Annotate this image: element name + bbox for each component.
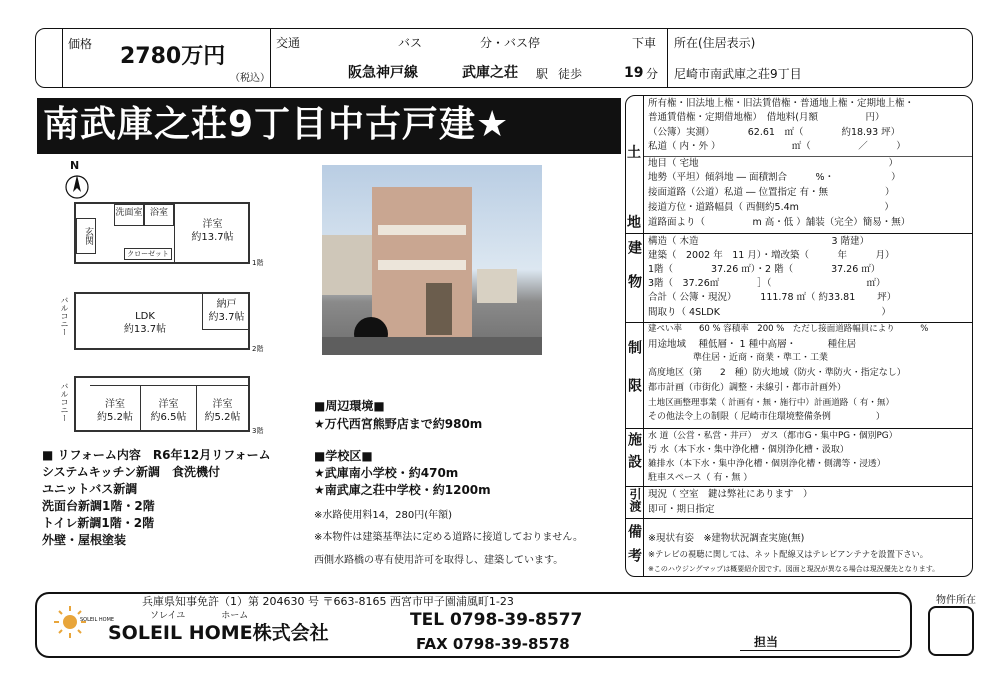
floor3-label: 3階	[252, 427, 264, 435]
reform-list: ■ リフォーム内容 R6年12月リフォーム システムキッチン新調 食洗機付 ユニットバス新調 洗面台新調1階・2階 トイレ新調1階・2階 外壁・屋根塗装	[42, 448, 271, 547]
restrict-row: 都市計画（市街化）調整・未線引・都市計画外）	[648, 383, 847, 393]
room-1f-closet: クローゼット	[124, 248, 172, 260]
room-1f-bath-wash: 洗面室	[114, 204, 144, 226]
building-row: 3階（ 37.26㎡ ］（ ㎡）	[648, 278, 886, 289]
floor1-plan	[74, 202, 250, 264]
env-heading: ■周辺環境■	[314, 399, 385, 413]
building-row: 建築（ 2002 年 11 月）・増改築（ 年 月）	[648, 250, 895, 261]
north-label: N	[70, 159, 80, 172]
school-junior: ★南武庫之荘中学校・約1200m	[314, 483, 491, 497]
compass-icon	[62, 172, 92, 202]
room-2f-ldk: LDK 約13.7帖	[123, 311, 167, 335]
room-3f-western-c: 洋室 約5.2帖	[196, 386, 248, 430]
land-row: 地目（ 宅地 ）	[648, 158, 899, 169]
company-name: SOLEIL HOME株式会社	[108, 622, 329, 644]
floor2-plan	[74, 292, 250, 350]
walk-label: 徒歩	[558, 67, 583, 81]
company-ruby: ソレイユ ホーム	[150, 611, 249, 621]
restrict-row: 土地区画整理事業（ 計画有・無・施行中）計画道路（ 有・無）	[648, 398, 895, 408]
building-row: 間取り（ 4SLDK ）	[648, 307, 891, 318]
handover-row: 現況（ 空室 鍵は弊社にあります ）	[648, 489, 813, 500]
restrict-row: 用途地域 種低層・ 1 種中高層・ 種住居	[648, 339, 857, 350]
land-row: 接面道路（公道）私道 ― 位置指定 有・無 ）	[648, 187, 895, 198]
facility-row: 水 道（公営・私営・井戸） ガス（都市G・集中PG・個別PG）	[648, 431, 898, 441]
price-value: 2780万円	[120, 44, 226, 69]
road-note-2: 西側水路橋の専有使用許可を取得し、建築しています。	[314, 555, 564, 566]
facility-row: 駐車スペース（ 有・無 ）	[648, 473, 753, 483]
stamp-label: 物件所在	[936, 595, 976, 606]
facility-row: 汚 水（本下水・集中浄化槽・個別浄化槽・汲取）	[648, 445, 849, 455]
page-title: 南武庫之荘9丁目中古戸建★	[43, 104, 510, 145]
line-name: 阪急神戸線	[348, 65, 418, 81]
remarks-row: ※現状有姿 ※建物状況調査実施(無)	[648, 533, 805, 544]
school-heading: ■学校区■	[314, 449, 373, 463]
room-1f-entrance: 玄関	[76, 218, 96, 254]
floor3-balcony: バルコニー	[60, 382, 69, 422]
license-line: 兵庫県知事免許（1）第 204630 号 〒663-8165 西宮市甲子園浦風町1-23	[142, 595, 514, 608]
floor2-label: 2階	[252, 345, 264, 353]
building-row: 1階（ 37.26 ㎡）・2 階（ 37.26 ㎡）	[648, 264, 881, 275]
land-row: 普通賃借権・定期借地権） 借地料(月額 円）	[648, 112, 885, 123]
restrict-row: 建ぺい率 60 % 容積率 200 % ただし接面道路幅員により %	[648, 324, 929, 334]
station-name: 武庫之荘	[462, 65, 518, 81]
remarks-row: ※テレビの視聴に関しては、ネット配線又はテレビアンテナを設置下さい。	[648, 549, 929, 559]
facility-row: 雑排水（本下水・集中浄化槽・個別浄化槽・側溝等・浸透）	[648, 459, 886, 469]
sun-logo-icon: SOLEIL HOME	[52, 602, 100, 644]
restrict-row: 高度地区（第 2 種）防火地域（防火・準防火・指定なし）	[648, 368, 906, 378]
title-banner	[37, 98, 621, 154]
house-photo	[322, 165, 542, 355]
restrict-row: 準住居・近商・商業・準工・工業	[648, 353, 829, 363]
section-building: 建物	[626, 240, 642, 308]
tel-number: TEL 0798-39-8577	[410, 610, 583, 630]
floor3-plan	[74, 376, 250, 432]
price-label: 価格	[68, 37, 93, 51]
water-fee: ※水路使用料14，280円(年額)	[314, 510, 452, 521]
room-3f-western-a: 洋室 約5.2帖	[97, 399, 133, 423]
land-row: 接道方位・道路幅員（ 西側約5.4m ）	[648, 202, 894, 213]
section-restrict: 制限	[626, 340, 642, 416]
land-row: 道路面より（ m 高・低 ）舗装（完全）簡易・無）	[648, 217, 911, 228]
restrict-row: その他法令上の制限（ 尼崎市住環境整備条例 ）	[648, 412, 885, 422]
bus-label: バス	[398, 36, 423, 50]
school-elementary: ★武庫南小学校・約470m	[314, 466, 459, 480]
land-row: 所有権・旧法地上権・旧法賃借権・普通地上権・定期地上権・	[648, 98, 915, 109]
address-label: 所在(住居表示)	[674, 36, 756, 50]
address-value: 尼崎市南武庫之荘9丁目	[674, 67, 802, 81]
room-1f-bath: 浴室	[144, 204, 174, 226]
floor2-balcony: バルコニー	[60, 296, 69, 336]
road-note-1: ※本物件は建築基準法に定める道路に接道しておりません。	[314, 532, 583, 543]
env-supermarket: ★万代西宮熊野店まで約980m	[314, 417, 483, 431]
staff-label: 担当	[754, 635, 779, 649]
land-row: 私道（ 内・外 ） ㎡（ ／ ）	[648, 141, 906, 152]
getoff-label: 下車	[632, 36, 657, 50]
tax-note: （税込）	[230, 73, 270, 84]
section-remarks: 備考	[626, 524, 642, 572]
remarks-row: ※このハウジングマップは概要紹介図です。図面と現況が異なる場合は現況優先となります。	[648, 565, 940, 573]
floorplan	[50, 160, 265, 440]
station-suffix: 駅	[536, 67, 549, 81]
walk-min-unit: 分	[646, 67, 659, 81]
land-row: （公簿）実測） 62.61 ㎡（ 約18.93 坪）	[648, 127, 901, 138]
land-row: 地勢（平坦）傾斜地 ― 面積割合 %・ ）	[648, 172, 901, 183]
room-2f-storage: 納戸 約3.7帖	[202, 294, 250, 330]
stamp-box	[928, 606, 974, 656]
walk-minutes: 19	[624, 65, 644, 81]
traffic-label: 交通	[276, 36, 301, 50]
section-handover: 引渡	[628, 488, 642, 512]
room-1f-western: 洋室 約13.7帖	[174, 204, 250, 262]
section-land: 土地	[627, 145, 641, 231]
fax-number: FAX 0798-39-8578	[416, 635, 570, 653]
room-3f-western-b: 洋室 約6.5帖	[140, 386, 196, 430]
floor1-label: 1階	[252, 259, 264, 267]
section-facility: 施設	[626, 432, 642, 476]
building-row: 合計（ 公簿・現況） 111.78 ㎡（ 約33.81 坪）	[648, 292, 897, 303]
bus-stop-label: 分・バス停	[480, 36, 541, 50]
building-row: 構造（ 木造 3 階建）	[648, 236, 870, 247]
handover-row: 即可・期日指定	[648, 504, 715, 515]
